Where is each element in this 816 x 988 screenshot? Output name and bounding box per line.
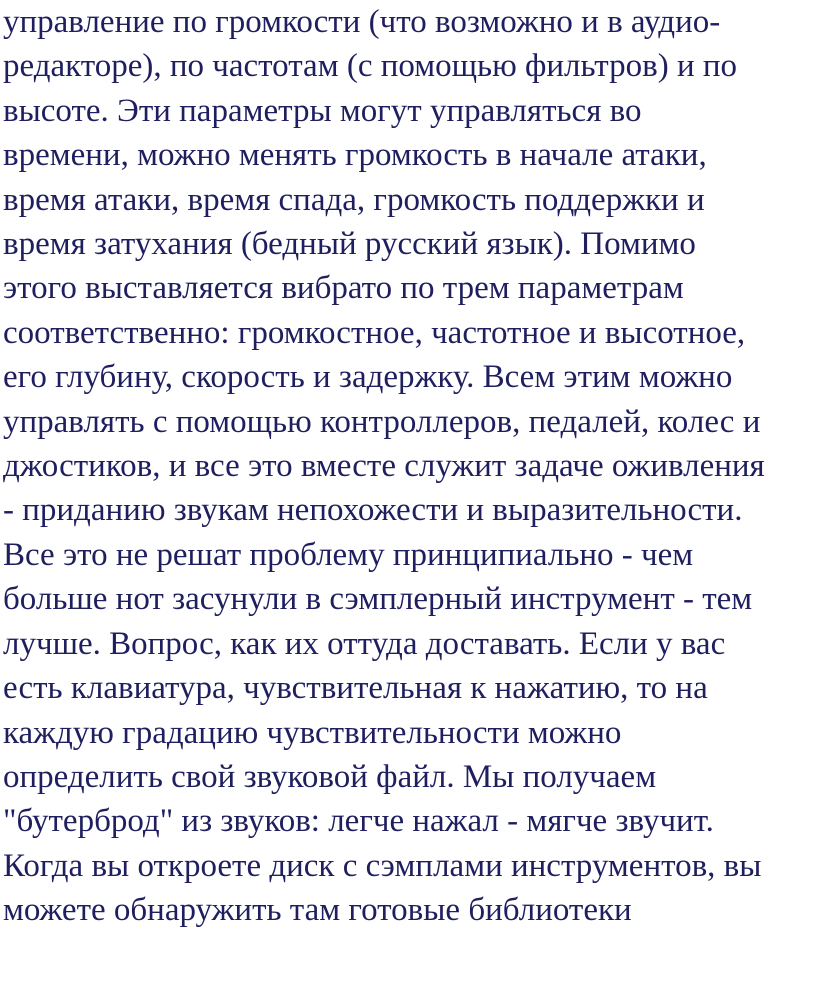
text-line: "бутерброд" из звуков: легче нажал - мягче звучит. [3, 803, 714, 840]
text-line: высоте. Эти параметры могут управляться во [3, 92, 642, 129]
text-line: джостиков, и все это вместе служит задаче оживления [3, 448, 765, 485]
text-line: время затухания (бедный русский язык). Помимо [3, 226, 696, 263]
text-line: Когда вы откроете диск с сэмплами инструментов, вы [3, 847, 762, 884]
text-line: его глубину, скорость и задержку. Всем этим можно [3, 359, 733, 396]
text-line: Все это не решат проблему принципиально - чем [3, 536, 694, 573]
text-line: больше нот засунули в сэмплерный инструмент - тем [3, 581, 753, 618]
text-line: управлять с помощью контроллеров, педалей, колес и [3, 403, 761, 440]
body-text [3, 0, 815, 933]
text-line: - приданию звукам непохожести и выразительности. [3, 492, 743, 529]
text-line: каждую градацию чувствительности можно [3, 714, 622, 751]
text-line: лучше. Вопрос, как их оттуда доставать. Если у вас [3, 625, 726, 662]
text-line: управление по громкости (что возможно и в аудио- [3, 4, 721, 40]
text-line: определить свой звуковой файл. Мы получаем [3, 758, 657, 795]
text-line: редакторе), по частотам (с помощью фильтров) и по [3, 48, 738, 85]
text-line: соответственно: громкостное, частотное и высотное, [3, 314, 746, 351]
text-line: времени, можно менять громкость в начале атаки, [3, 137, 707, 174]
text-line: этого выставляется вибрато по трем параметрам [3, 270, 684, 307]
text-line: можете обнаружить там готовые библиотеки [3, 892, 632, 929]
text-line: время атаки, время спада, громкость поддержки и [3, 181, 705, 218]
text-line: есть клавиатура, чувствительная к нажатию, то на [3, 670, 708, 707]
